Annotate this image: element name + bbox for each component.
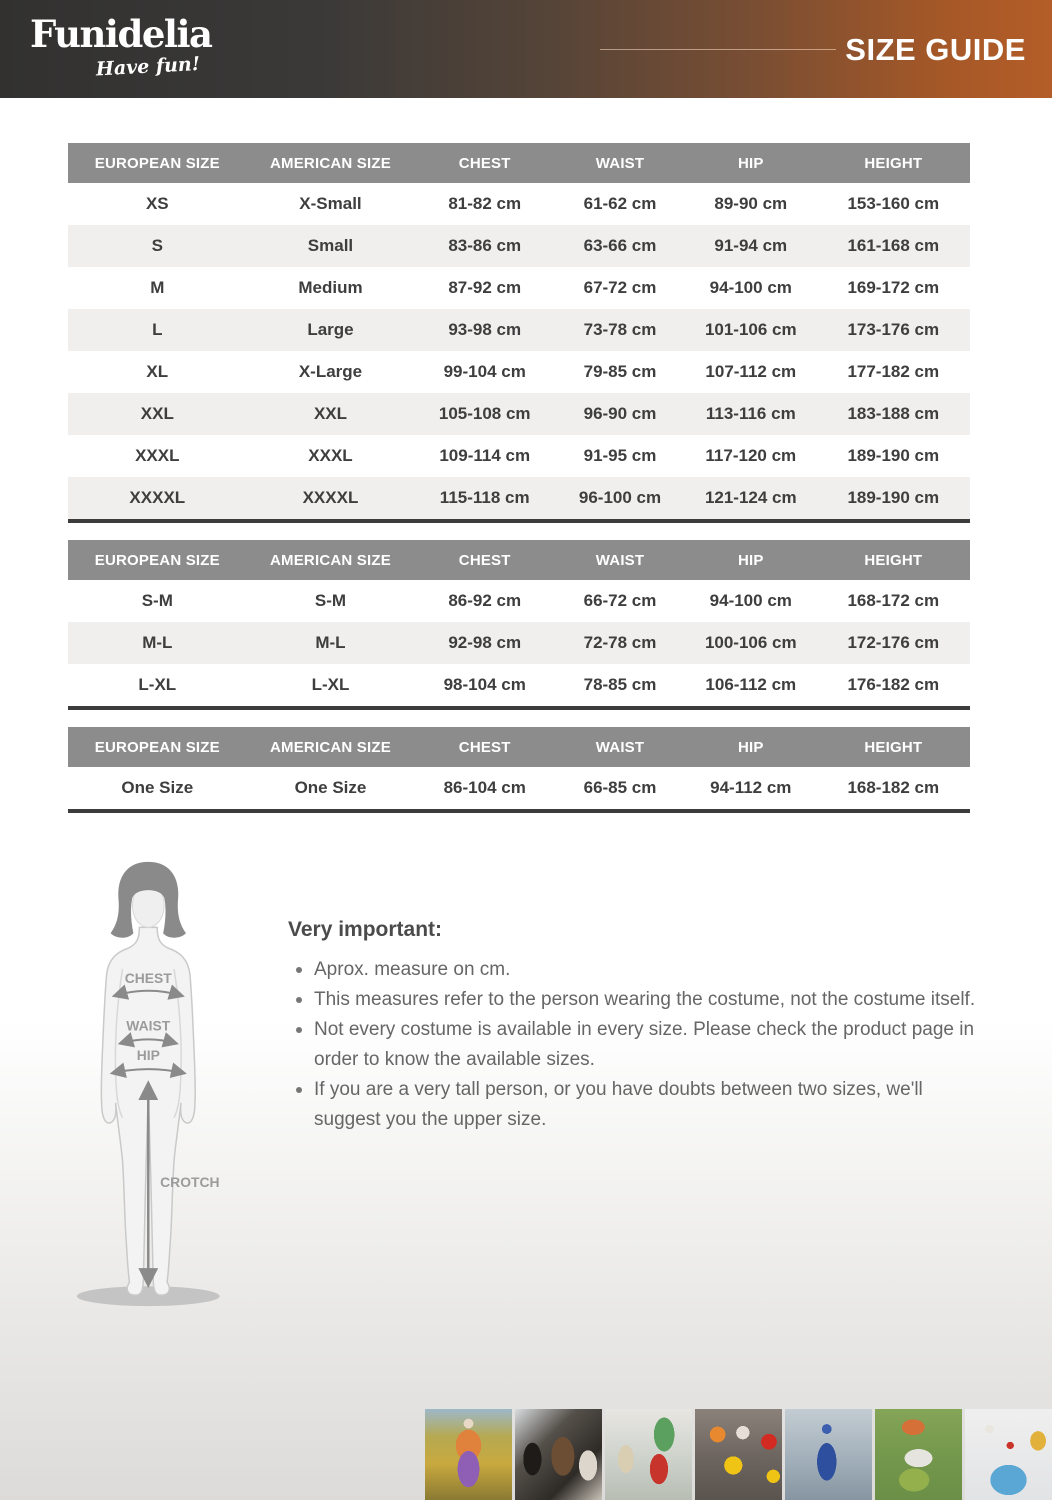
measure-cell: 172-176 cm bbox=[847, 633, 940, 652]
note-item: Aprox. measure on cm. bbox=[288, 955, 980, 985]
size-cell: S bbox=[151, 236, 163, 255]
measure-cell: 72-78 cm bbox=[583, 633, 657, 652]
table-row-xxl bbox=[68, 393, 970, 435]
measure-cell: 153-160 cm bbox=[847, 194, 940, 213]
floor-shadow bbox=[77, 1286, 220, 1306]
measure-cell: 89-90 cm bbox=[714, 194, 788, 213]
size-cell: M bbox=[150, 278, 165, 297]
size-cell: XXL bbox=[313, 404, 347, 423]
table-row-l-xl bbox=[68, 664, 970, 706]
measure-cell: 107-112 cm bbox=[705, 362, 797, 381]
measure-cell: 94-100 cm bbox=[709, 591, 792, 610]
column-header-hip: HIP bbox=[737, 738, 764, 756]
crotch-label: CROTCH bbox=[160, 1174, 220, 1191]
column-header-waist: WAIST bbox=[595, 154, 645, 172]
photo-pac-man-ghosts bbox=[695, 1409, 782, 1500]
chest-label: CHEST bbox=[124, 969, 172, 986]
size-cell: One Size bbox=[121, 778, 194, 797]
column-header-waist: WAIST bbox=[595, 551, 645, 569]
measure-cell: 66-72 cm bbox=[583, 591, 657, 610]
size-cell: L-XL bbox=[311, 675, 350, 694]
table-row-xl bbox=[68, 351, 970, 393]
measure-cell: 92-98 cm bbox=[448, 633, 522, 652]
table-header-row bbox=[68, 540, 970, 580]
size-cell: Small bbox=[307, 236, 354, 255]
measure-cell: 67-72 cm bbox=[583, 278, 657, 297]
hip-label: HIP bbox=[136, 1047, 160, 1064]
photo-dragon-ball-master-roshi bbox=[425, 1409, 512, 1500]
header-divider-line bbox=[600, 49, 836, 50]
measure-cell: 96-90 cm bbox=[583, 404, 657, 423]
photo-street-fighter-blanka bbox=[875, 1409, 962, 1500]
measure-cell: 109-114 cm bbox=[439, 446, 531, 465]
brand-logo bbox=[30, 12, 212, 81]
column-header-height: HEIGHT bbox=[864, 738, 923, 756]
measure-cell: 189-190 cm bbox=[847, 488, 940, 507]
size-cell: XXXXL bbox=[302, 488, 359, 507]
size-cell: XS bbox=[145, 194, 169, 213]
measure-cell: 63-66 cm bbox=[583, 236, 657, 255]
measure-cell: 94-100 cm bbox=[709, 278, 792, 297]
measure-cell: 176-182 cm bbox=[847, 675, 940, 694]
measure-cell: 66-85 cm bbox=[583, 778, 657, 797]
table-row-s-m bbox=[68, 580, 970, 622]
measure-cell: 121-124 cm bbox=[704, 488, 797, 507]
size-cell: L bbox=[152, 320, 163, 339]
measure-cell: 106-112 cm bbox=[705, 675, 797, 694]
photo-star-wars-group bbox=[515, 1409, 602, 1500]
size-cell: X-Small bbox=[299, 194, 362, 213]
measure-cell: 98-104 cm bbox=[443, 675, 526, 694]
size-cell: Large bbox=[307, 320, 354, 339]
measure-cell: 177-182 cm bbox=[847, 362, 940, 381]
measure-cell: 79-85 cm bbox=[583, 362, 657, 381]
size-cell: XXXXL bbox=[129, 488, 186, 507]
notes-heading: Very important: bbox=[288, 918, 443, 941]
measure-cell: 91-94 cm bbox=[714, 236, 788, 255]
column-header-chest: CHEST bbox=[458, 154, 511, 172]
size-cell: XL bbox=[146, 362, 169, 381]
column-header-waist: WAIST bbox=[595, 738, 645, 756]
measure-cell: 183-188 cm bbox=[847, 404, 940, 423]
column-header-chest: CHEST bbox=[458, 738, 511, 756]
measure-cell: 161-168 cm bbox=[847, 236, 940, 255]
column-header-height: HEIGHT bbox=[864, 551, 923, 569]
measure-cell: 96-100 cm bbox=[578, 488, 662, 507]
column-header-european-size: EUROPEAN SIZE bbox=[94, 551, 220, 569]
important-notes bbox=[288, 918, 980, 1135]
page-title: SIZE GUIDE bbox=[845, 32, 1026, 67]
photo-pj-masks-catboy bbox=[785, 1409, 872, 1500]
note-item: If you are a very tall person, or you have doubts between two sizes, we'll suggest you the upper size. bbox=[288, 1075, 980, 1135]
size-cell: One Size bbox=[294, 778, 367, 797]
table-row-xxxl bbox=[68, 435, 970, 477]
table-row-xs bbox=[68, 183, 970, 225]
measure-cell: 86-104 cm bbox=[443, 778, 526, 797]
measure-cell: 168-182 cm bbox=[847, 778, 940, 797]
size-cell: S-M bbox=[314, 591, 347, 610]
note-item: This measures refer to the person wearing the costume, not the costume itself. bbox=[288, 985, 980, 1015]
table-row-m-l bbox=[68, 622, 970, 664]
body-silhouette-illustration bbox=[58, 848, 302, 1314]
size-cell: XXXL bbox=[135, 446, 180, 465]
waist-label: WAIST bbox=[126, 1017, 171, 1034]
table-row-m bbox=[68, 267, 970, 309]
measure-cell: 99-104 cm bbox=[443, 362, 526, 381]
adult-size-table bbox=[68, 143, 970, 523]
column-header-european-size: EUROPEAN SIZE bbox=[94, 738, 220, 756]
size-cell: X-Large bbox=[298, 362, 363, 381]
photo-smurfs-family bbox=[965, 1409, 1052, 1500]
table-row-l bbox=[68, 309, 970, 351]
table-row-xxxxl bbox=[68, 477, 970, 519]
measure-cell: 86-92 cm bbox=[448, 591, 522, 610]
table-header-row bbox=[68, 727, 970, 767]
column-header-height: HEIGHT bbox=[864, 154, 923, 172]
measure-cell: 173-176 cm bbox=[847, 320, 940, 339]
column-header-american-size: AMERICAN SIZE bbox=[270, 738, 391, 756]
table-header-row bbox=[68, 143, 970, 183]
measure-cell: 93-98 cm bbox=[448, 320, 522, 339]
measure-cell: 105-108 cm bbox=[438, 404, 531, 423]
note-item: Not every costume is available in every size. Please check the product page in order to know the available sizes. bbox=[288, 1015, 980, 1075]
one-size-table bbox=[68, 727, 970, 813]
column-header-chest: CHEST bbox=[458, 551, 511, 569]
size-cell: S-M bbox=[141, 591, 173, 610]
size-cell: XXXL bbox=[308, 446, 353, 465]
body-measurement-figure bbox=[58, 848, 302, 1314]
measure-cell: 100-106 cm bbox=[704, 633, 797, 652]
measure-cell: 169-172 cm bbox=[847, 278, 940, 297]
size-cell: L-XL bbox=[138, 675, 177, 694]
measure-cell: 81-82 cm bbox=[448, 194, 522, 213]
measure-cell: 113-116 cm bbox=[705, 404, 796, 423]
measure-cell: 115-118 cm bbox=[439, 488, 530, 507]
combined-size-table bbox=[68, 540, 970, 710]
column-header-european-size: EUROPEAN SIZE bbox=[94, 154, 220, 172]
size-cell: XXL bbox=[140, 404, 174, 423]
table-row-s bbox=[68, 225, 970, 267]
table-row-one-size bbox=[68, 767, 970, 809]
photo-power-rangers-group bbox=[605, 1409, 692, 1500]
brand-wordmark: Funidelia bbox=[30, 12, 212, 56]
notes-list bbox=[288, 955, 980, 1135]
measure-cell: 91-95 cm bbox=[583, 446, 657, 465]
column-header-hip: HIP bbox=[737, 551, 764, 569]
measure-cell: 83-86 cm bbox=[448, 236, 522, 255]
measure-cell: 168-172 cm bbox=[847, 591, 940, 610]
measure-cell: 61-62 cm bbox=[583, 194, 657, 213]
costume-photo-strip bbox=[425, 1409, 1052, 1500]
measure-cell: 73-78 cm bbox=[583, 320, 657, 339]
column-header-american-size: AMERICAN SIZE bbox=[270, 551, 391, 569]
measure-cell: 87-92 cm bbox=[448, 278, 522, 297]
measure-cell: 78-85 cm bbox=[583, 675, 657, 694]
measure-cell: 117-120 cm bbox=[705, 446, 797, 465]
measure-cell: 94-112 cm bbox=[710, 778, 792, 797]
size-cell: Medium bbox=[298, 278, 363, 297]
header-banner bbox=[0, 0, 1052, 98]
column-header-hip: HIP bbox=[737, 154, 764, 172]
column-header-american-size: AMERICAN SIZE bbox=[270, 154, 391, 172]
brand-tagline: Have fun! bbox=[95, 53, 201, 81]
size-cell: M-L bbox=[315, 633, 346, 652]
measure-cell: 101-106 cm bbox=[704, 320, 797, 339]
size-cell: M-L bbox=[142, 633, 173, 652]
measure-cell: 189-190 cm bbox=[847, 446, 940, 465]
